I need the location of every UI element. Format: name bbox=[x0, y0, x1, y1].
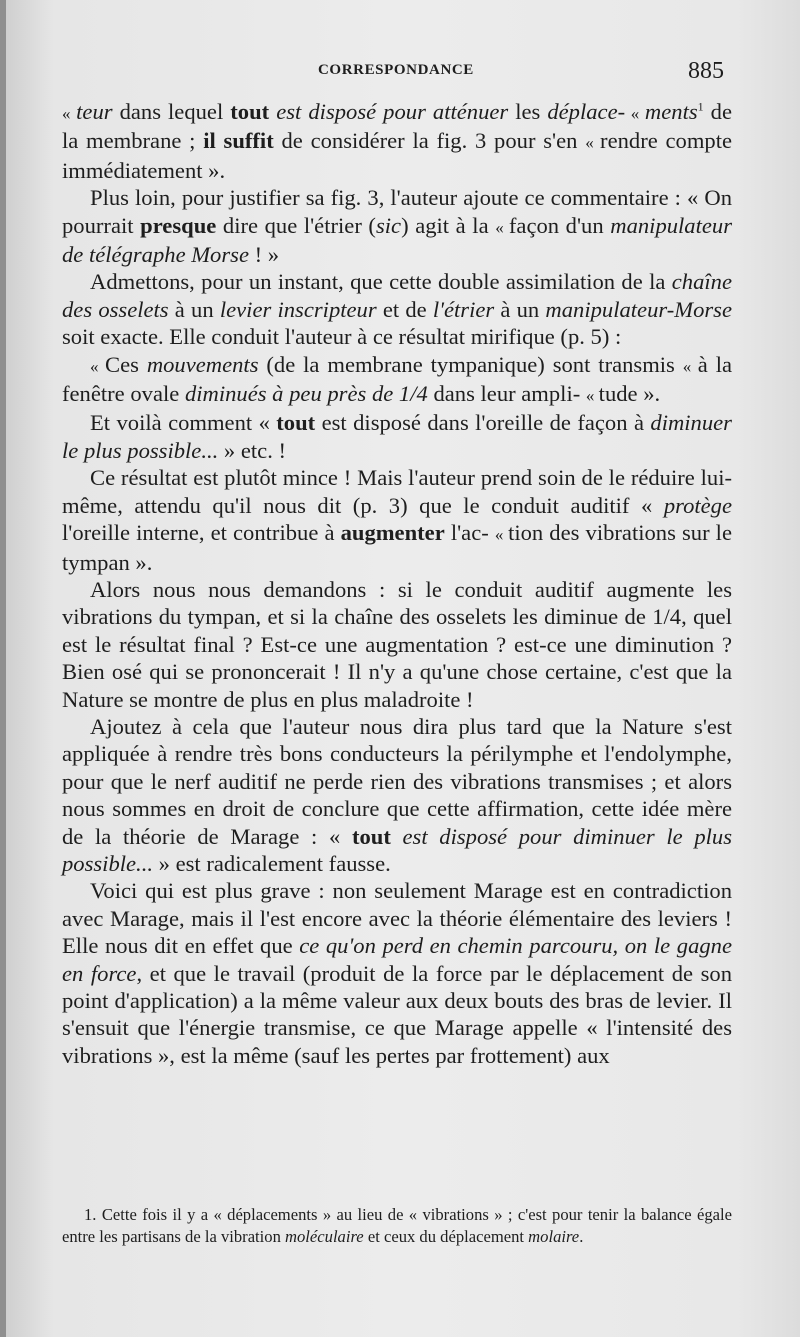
text-run: dans lequel bbox=[112, 99, 231, 124]
text-run: rendre compte immédiatement ». bbox=[62, 128, 733, 183]
text-run: presque bbox=[140, 212, 217, 238]
paragraph bbox=[62, 98, 732, 184]
running-title: CORRESPONDANCE bbox=[318, 62, 474, 78]
text-run: manipulateur-Morse bbox=[545, 296, 732, 322]
page-header bbox=[6, 58, 800, 88]
paragraph bbox=[62, 464, 732, 576]
text-run: Plus loin, pour justifier sa fig. 3, l'auteur ajoute ce commentaire : « On pourrait bbox=[62, 185, 732, 238]
text-run: manipulateur de télégraphe Morse bbox=[62, 212, 733, 268]
book-page bbox=[6, 0, 800, 1337]
paragraph bbox=[62, 713, 732, 877]
page-number: 885 bbox=[688, 58, 724, 84]
text-run: teur bbox=[76, 99, 113, 124]
text-run: est disposé dans l'oreille de façon à bbox=[315, 410, 651, 436]
text-run: dire que l'étrier ( bbox=[216, 212, 376, 238]
text-run: » etc. ! bbox=[218, 437, 287, 463]
paragraph bbox=[62, 877, 732, 1069]
text-run: dans leur ampli- bbox=[427, 381, 586, 407]
text-run: il suffit bbox=[203, 128, 274, 154]
text-run: et ceux du déplacement bbox=[363, 1227, 529, 1246]
text-run: « bbox=[625, 104, 645, 123]
text-run: « bbox=[494, 525, 509, 545]
text-run: . bbox=[579, 1227, 584, 1246]
text-run: mouvements bbox=[146, 351, 259, 377]
text-run: Ce résultat est plutôt mince ! Mais l'auteur prend soin de le réduire lui-même, attendu qu'il nous dit (p. 3) que le conduit auditif « bbox=[62, 465, 732, 518]
text-run: augmenter bbox=[340, 520, 445, 546]
text-run: tout bbox=[351, 823, 391, 849]
text-run: ) agit à la bbox=[401, 212, 496, 238]
text-run: Voici qui est plus grave : non seulement Marage est en contradiction avec Marage, mais il l'est encore avec la théorie élémentaire des leviers ! Elle nous dit en effet que bbox=[62, 878, 732, 959]
text-run: à un bbox=[168, 296, 220, 322]
text-run: Alors nous nous demandons : si le conduit auditif augmente les vibrations du tympan, et si la chaîne des osselets les diminue de 1/4, quel est le résultat final ? Est-ce une augmentation ? est-ce une diminution ? Bien osé qui se prononcerait ! Il n'y a qu'une chose certaine, c'est que la Nature se montre de plus en plus maladroite ! bbox=[62, 576, 732, 712]
text-run: 1. Cette fois il y a « déplacements » au lieu de « vibrations » ; c'est pour tenir la balance égale entre les partisans de la vibration bbox=[62, 1205, 732, 1246]
text-run: moléculaire bbox=[285, 1227, 364, 1246]
text-run: soit exacte. Elle conduit l'auteur à ce résultat mirifique (p. 5) : bbox=[62, 324, 622, 350]
paragraph bbox=[62, 351, 732, 410]
text-run: « bbox=[62, 104, 77, 123]
text-run: de considérer la fig. 3 pour s'en bbox=[273, 128, 586, 154]
text-run: sic bbox=[375, 212, 402, 238]
paragraph bbox=[62, 576, 732, 713]
text-run: (de la membrane tympanique) sont transmis bbox=[258, 351, 683, 377]
text-run: Ajoutez à cela que l'auteur nous dira plus tard que la Nature s'est appliquée à rendre très bons conducteurs la périlymphe et l'endolymphe, pour que le nerf auditif ne perde rien des vibrations transmises ; et alors nous sommes en droit de conclure que cette affirmation, cette idée mère de la théorie de Marage : « bbox=[62, 713, 732, 849]
paragraph bbox=[62, 184, 732, 268]
text-run: l'étrier bbox=[432, 296, 495, 322]
footnotes bbox=[62, 1204, 732, 1248]
text-run: protège bbox=[663, 492, 732, 518]
text-run: » est radicalement fausse. bbox=[153, 850, 391, 876]
text-run: tout bbox=[276, 410, 316, 436]
text-run: chaîne des osselets bbox=[62, 269, 732, 322]
text-run: molaire bbox=[528, 1227, 580, 1246]
text-run: « bbox=[495, 217, 509, 237]
text-run: Ces bbox=[105, 351, 147, 377]
text-run: ce qu'on perd en chemin parcouru, on le gagne en force bbox=[62, 933, 732, 986]
text-run: , et que le travail (produit de la force par le déplacement de son point d'application) a la même valeur aux deux bouts des bras de levier. Il s'ensuit que l'énergie transmise, ce que Marage appelle « l'intensité des vibrations », est la même (sauf les pertes par frottement) aux bbox=[62, 960, 733, 1068]
text-run: et de bbox=[376, 296, 433, 322]
paragraph bbox=[62, 268, 732, 350]
text-run: ! » bbox=[248, 242, 280, 268]
text-run: « bbox=[682, 356, 698, 376]
body-text bbox=[62, 98, 732, 1069]
text-run: tude ». bbox=[598, 381, 661, 407]
text-run: « bbox=[585, 133, 601, 153]
text-run: déplace- bbox=[547, 99, 626, 124]
text-run: Et voilà comment « bbox=[90, 410, 277, 436]
text-run: diminuer le plus possible... bbox=[62, 410, 732, 463]
text-run: tout bbox=[230, 99, 270, 124]
text-run: tion des vibrations sur le tympan ». bbox=[62, 520, 732, 575]
text-run: ments bbox=[644, 99, 698, 124]
text-run: diminués à peu près de 1/4 bbox=[184, 381, 428, 407]
paragraph bbox=[62, 409, 732, 464]
text-run: est disposé pour diminuer le plus possible... bbox=[62, 823, 732, 876]
text-run: Admettons, pour un instant, que cette double assimilation de la bbox=[90, 269, 672, 295]
text-run: est disposé pour atténuer bbox=[276, 99, 509, 124]
footnote bbox=[62, 1204, 732, 1248]
text-run: de la membrane ; bbox=[62, 99, 732, 154]
text-run: l'ac- bbox=[444, 520, 495, 546]
text-run: façon d'un bbox=[508, 212, 611, 238]
text-run: levier inscripteur bbox=[219, 296, 377, 322]
text-run: à un bbox=[494, 296, 546, 322]
text-run: « bbox=[90, 356, 106, 376]
text-run: les bbox=[508, 99, 548, 124]
text-run: l'oreille interne, et contribue à bbox=[62, 520, 341, 546]
text-run bbox=[391, 824, 403, 849]
text-run: 1 bbox=[697, 99, 704, 114]
text-run: à la fenêtre ovale bbox=[62, 351, 733, 407]
text-run: « bbox=[585, 386, 599, 406]
